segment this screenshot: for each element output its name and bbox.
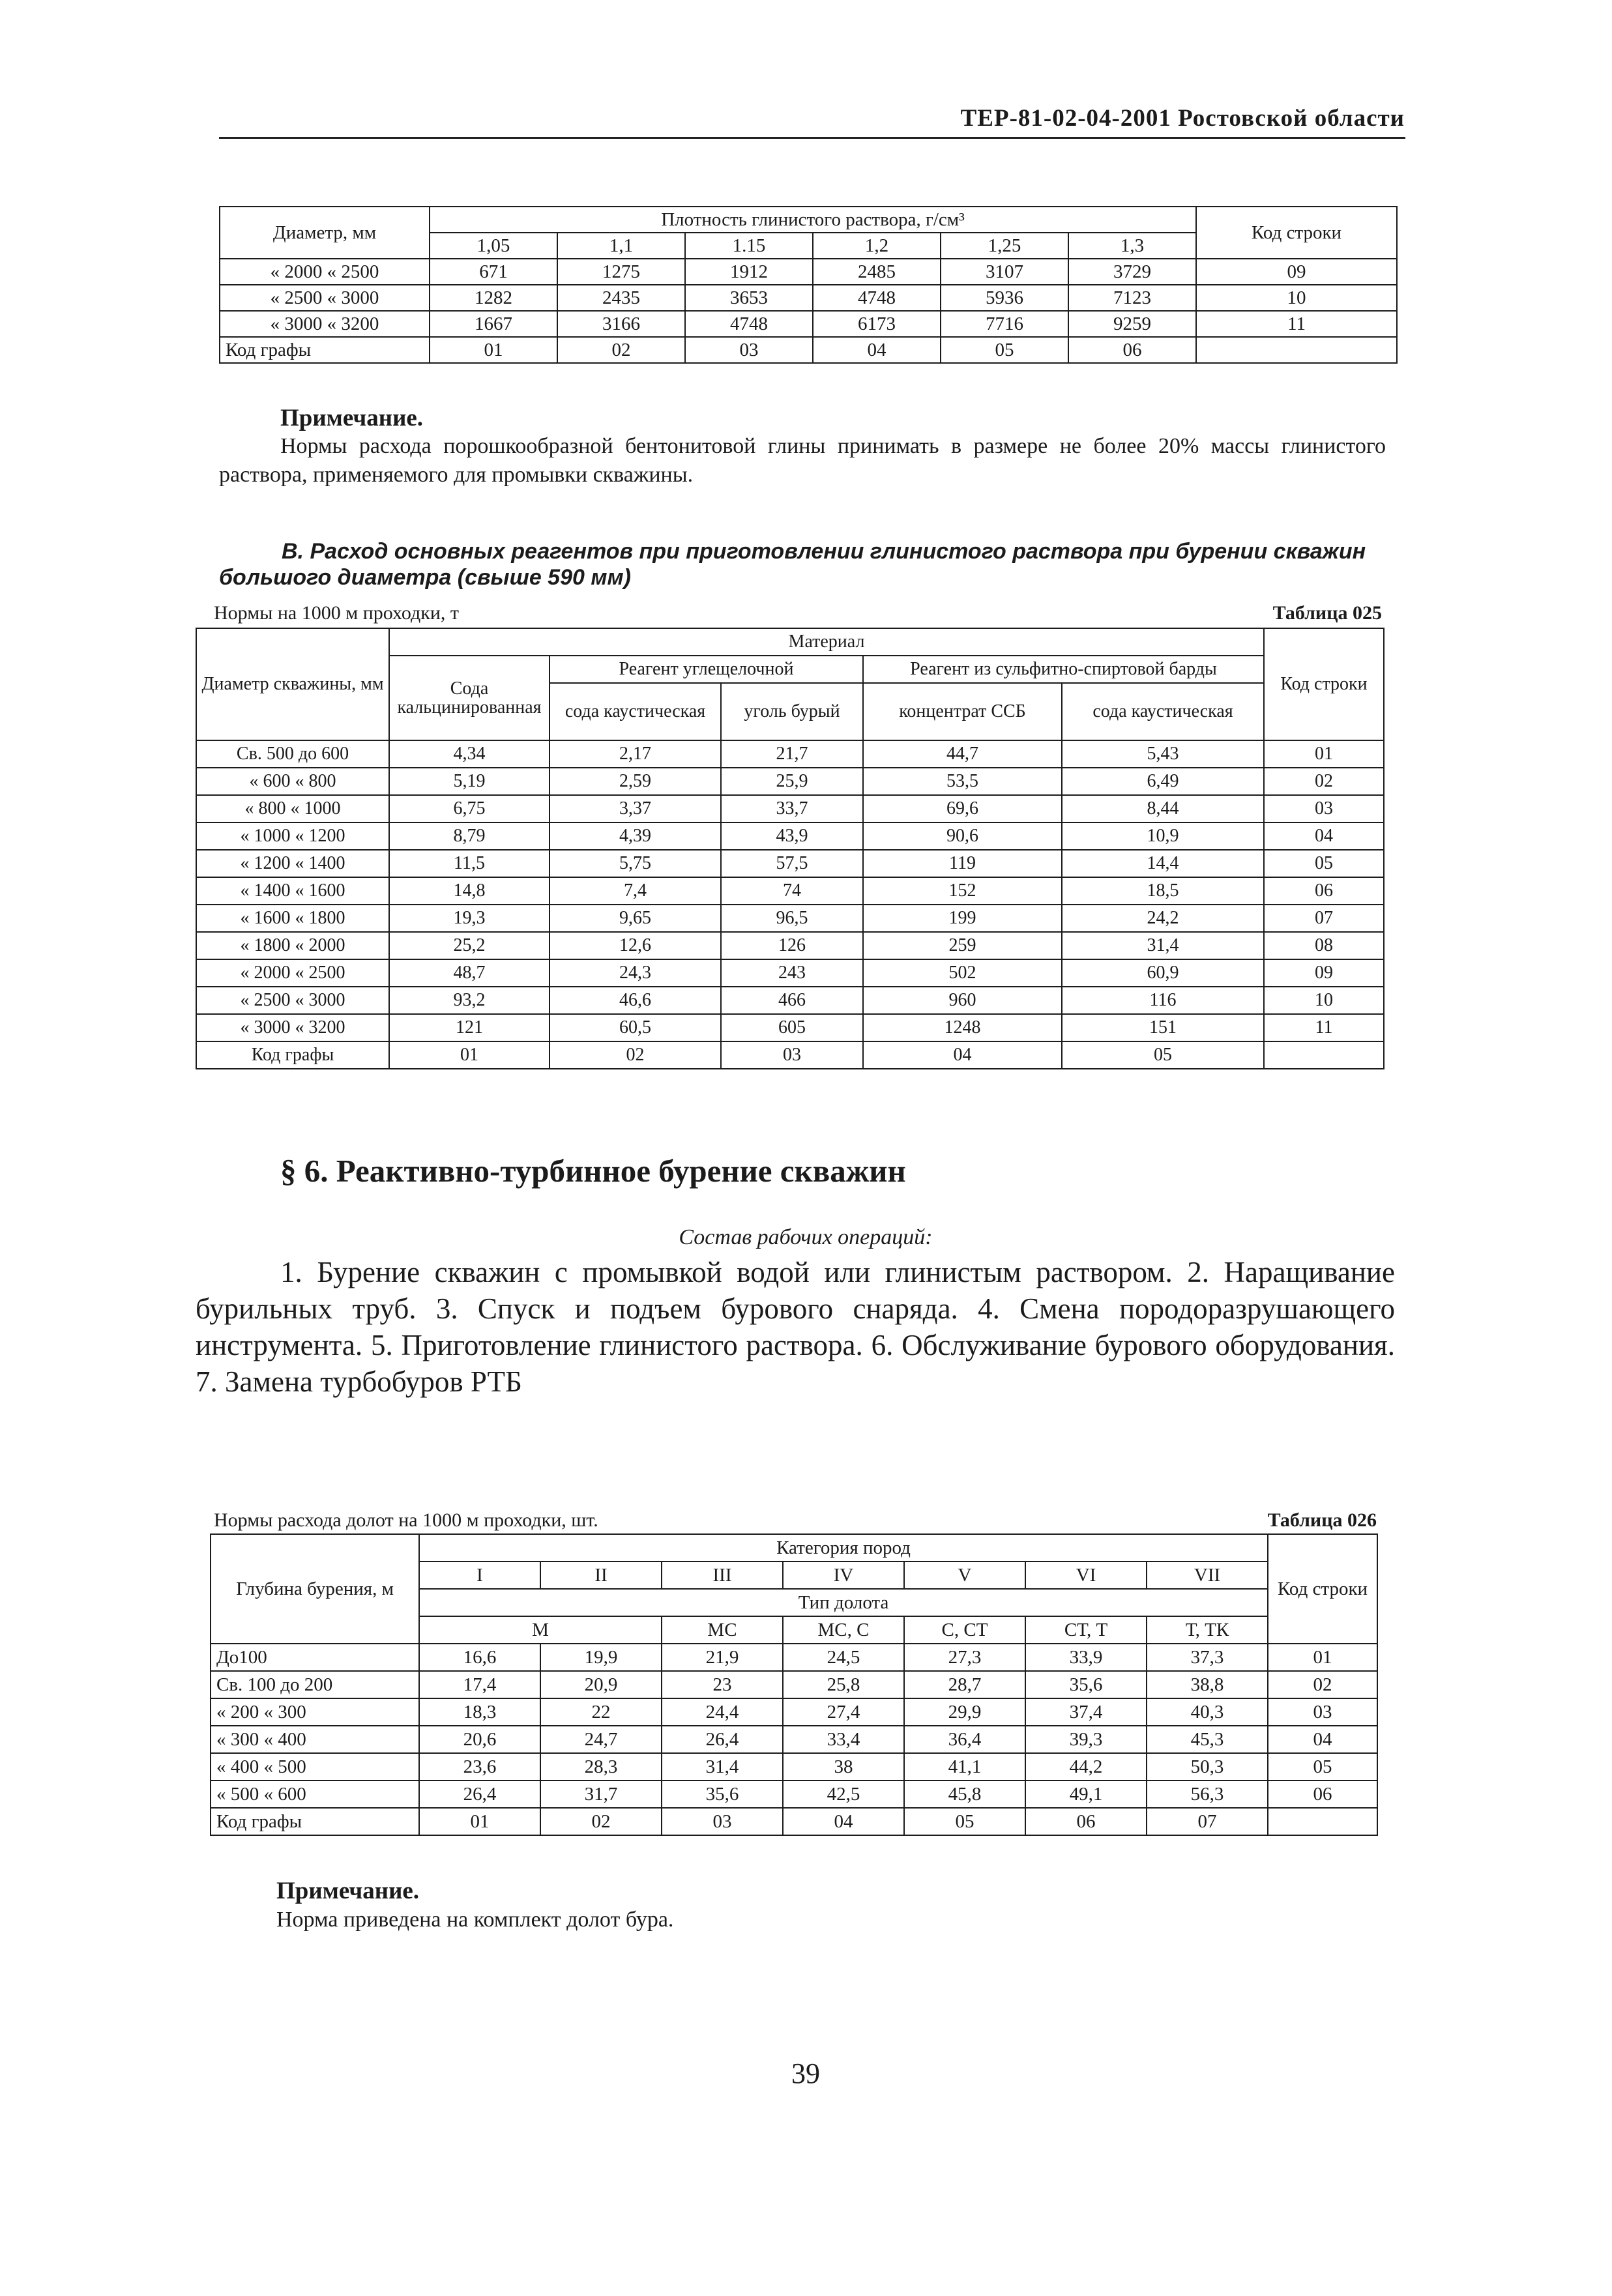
value-cell: 10,9 — [1062, 822, 1264, 850]
graph-code-cell: 03 — [662, 1808, 783, 1835]
depth-cell: « 1200 « 1400 — [196, 850, 389, 877]
rock-category-header: Категория пород — [419, 1534, 1268, 1562]
table-row — [211, 1671, 1377, 1698]
value-cell: 1282 — [430, 285, 557, 311]
value-cell: 37,3 — [1147, 1644, 1268, 1671]
row-code-cell: 06 — [1264, 877, 1384, 905]
value-cell: 46,6 — [550, 987, 721, 1014]
category-col: VII — [1147, 1562, 1268, 1589]
value-cell: 42,5 — [783, 1780, 904, 1808]
table-row — [196, 795, 1384, 822]
category-col: V — [904, 1562, 1025, 1589]
depth-cell: « 300 « 400 — [211, 1726, 419, 1753]
row-code-cell: 01 — [1268, 1644, 1377, 1671]
value-cell: 21,7 — [721, 740, 863, 768]
value-cell: 25,2 — [389, 932, 550, 959]
value-cell: 48,7 — [389, 959, 550, 987]
graph-code-cell: 07 — [1147, 1808, 1268, 1835]
value-cell: 199 — [863, 905, 1062, 932]
value-cell: 33,7 — [721, 795, 863, 822]
graph-code-cell: 05 — [1062, 1041, 1264, 1069]
value-cell: 38,8 — [1147, 1671, 1268, 1698]
table-row — [211, 1698, 1377, 1726]
depth-cell: « 1000 « 1200 — [196, 822, 389, 850]
bit-type-header: Тип долота — [419, 1589, 1268, 1616]
row-code-cell: 03 — [1264, 795, 1384, 822]
row-code-cell: 11 — [1264, 1014, 1384, 1041]
value-cell: 1667 — [430, 311, 557, 337]
value-cell: 35,6 — [662, 1780, 783, 1808]
density-header: Плотность глинистого раствора, г/см³ — [430, 207, 1196, 233]
value-cell: 19,3 — [389, 905, 550, 932]
value-cell: 4,34 — [389, 740, 550, 768]
empty-cell — [1264, 1041, 1384, 1069]
row-code-cell: 05 — [1264, 850, 1384, 877]
row-code-header: Код строки — [1196, 207, 1397, 259]
category-col: I — [419, 1562, 540, 1589]
value-cell: 4748 — [813, 285, 941, 311]
value-cell: 126 — [721, 932, 863, 959]
category-col: III — [662, 1562, 783, 1589]
value-cell: 9,65 — [550, 905, 721, 932]
value-cell: 96,5 — [721, 905, 863, 932]
table-row — [220, 259, 1397, 285]
table-row — [196, 987, 1384, 1014]
empty-cell — [1196, 337, 1397, 363]
value-cell: 5,43 — [1062, 740, 1264, 768]
graph-code-cell: 06 — [1025, 1808, 1147, 1835]
depth-header: Глубина бурения, м — [211, 1534, 419, 1644]
table-row — [211, 1726, 1377, 1753]
row-code-cell: 09 — [1196, 259, 1397, 285]
bit-type-col: М — [419, 1616, 662, 1644]
depth-cell: « 600 « 800 — [196, 768, 389, 795]
graph-code-label: Код графы — [220, 337, 430, 363]
value-cell: 37,4 — [1025, 1698, 1147, 1726]
graph-code-cell: 02 — [557, 337, 685, 363]
value-cell: 31,7 — [540, 1780, 662, 1808]
graph-code-row — [220, 337, 1397, 363]
reagents-table — [196, 628, 1385, 1069]
value-cell: 9259 — [1068, 311, 1196, 337]
empty-cell — [1268, 1808, 1377, 1835]
value-cell: 152 — [863, 877, 1062, 905]
value-cell: 36,4 — [904, 1726, 1025, 1753]
graph-code-cell: 02 — [540, 1808, 662, 1835]
value-cell: 5,75 — [550, 850, 721, 877]
depth-cell: Св. 100 до 200 — [211, 1671, 419, 1698]
value-cell: 14,8 — [389, 877, 550, 905]
depth-cell: « 500 « 600 — [211, 1780, 419, 1808]
value-cell: 11,5 — [389, 850, 550, 877]
value-cell: 39,3 — [1025, 1726, 1147, 1753]
value-cell: 24,7 — [540, 1726, 662, 1753]
graph-code-cell: 01 — [419, 1808, 540, 1835]
depth-cell: « 1600 « 1800 — [196, 905, 389, 932]
value-cell: 4,39 — [550, 822, 721, 850]
diameter-cell: « 2500 « 3000 — [220, 285, 430, 311]
value-cell: 69,6 — [863, 795, 1062, 822]
operations-title: Состав рабочих операций: — [679, 1225, 933, 1249]
graph-code-cell: 01 — [430, 337, 557, 363]
value-cell: 8,79 — [389, 822, 550, 850]
value-cell: 40,3 — [1147, 1698, 1268, 1726]
value-cell: 16,6 — [419, 1644, 540, 1671]
value-cell: 29,9 — [904, 1698, 1025, 1726]
value-cell: 116 — [1062, 987, 1264, 1014]
value-cell: 20,9 — [540, 1671, 662, 1698]
diameter-cell: « 3000 « 3200 — [220, 311, 430, 337]
graph-code-label: Код графы — [196, 1041, 389, 1069]
value-cell: 44,2 — [1025, 1753, 1147, 1780]
table-row — [196, 959, 1384, 987]
table-025-units: Нормы на 1000 м проходки, т — [214, 602, 460, 624]
table-row — [196, 905, 1384, 932]
graph-code-cell: 01 — [389, 1041, 550, 1069]
graph-code-label: Код графы — [211, 1808, 419, 1835]
value-cell: 1275 — [557, 259, 685, 285]
value-cell: 43,9 — [721, 822, 863, 850]
depth-cell: « 2000 « 2500 — [196, 959, 389, 987]
depth-cell: « 2500 « 3000 — [196, 987, 389, 1014]
table-row — [196, 932, 1384, 959]
graph-code-cell: 04 — [863, 1041, 1062, 1069]
subheader: уголь бурый — [721, 683, 863, 740]
value-cell: 3166 — [557, 311, 685, 337]
value-cell: 151 — [1062, 1014, 1264, 1041]
value-cell: 17,4 — [419, 1671, 540, 1698]
graph-code-cell: 05 — [941, 337, 1068, 363]
bit-type-col: МС — [662, 1616, 783, 1644]
value-cell: 24,5 — [783, 1644, 904, 1671]
density-col: 1,3 — [1068, 233, 1196, 259]
table-025-label: Таблица 025 — [1272, 602, 1382, 624]
row-code-cell: 06 — [1268, 1780, 1377, 1808]
graph-code-cell: 06 — [1068, 337, 1196, 363]
value-cell: 28,3 — [540, 1753, 662, 1780]
value-cell: 4748 — [685, 311, 813, 337]
value-cell: 3,37 — [550, 795, 721, 822]
row-code-cell: 11 — [1196, 311, 1397, 337]
value-cell: 31,4 — [1062, 932, 1264, 959]
value-cell: 18,3 — [419, 1698, 540, 1726]
density-col: 1,1 — [557, 233, 685, 259]
category-col: IV — [783, 1562, 904, 1589]
value-cell: 41,1 — [904, 1753, 1025, 1780]
value-cell: 26,4 — [662, 1726, 783, 1753]
table-row — [196, 740, 1384, 768]
table-row — [196, 850, 1384, 877]
value-cell: 19,9 — [540, 1644, 662, 1671]
depth-cell: « 200 « 300 — [211, 1698, 419, 1726]
row-code-cell: 03 — [1268, 1698, 1377, 1726]
graph-code-cell: 04 — [813, 337, 941, 363]
table-row — [211, 1780, 1377, 1808]
row-code-cell: 02 — [1264, 768, 1384, 795]
document-header: ТЕР-81-02-04-2001 Ростовской области — [960, 105, 1405, 132]
table-row — [196, 877, 1384, 905]
value-cell: 38 — [783, 1753, 904, 1780]
value-cell: 24,2 — [1062, 905, 1264, 932]
depth-cell: Св. 500 до 600 — [196, 740, 389, 768]
table-row — [196, 1014, 1384, 1041]
value-cell: 14,4 — [1062, 850, 1264, 877]
value-cell: 8,44 — [1062, 795, 1264, 822]
value-cell: 7716 — [941, 311, 1068, 337]
density-col: 1.15 — [685, 233, 813, 259]
value-cell: 74 — [721, 877, 863, 905]
row-code-cell: 09 — [1264, 959, 1384, 987]
subheader: сода каустическая — [550, 683, 721, 740]
section-6-title: § 6. Реактивно-турбинное бурение скважин — [280, 1153, 906, 1189]
diameter-header: Диаметр, мм — [220, 207, 430, 259]
value-cell: 502 — [863, 959, 1062, 987]
value-cell: 3729 — [1068, 259, 1196, 285]
value-cell: 49,1 — [1025, 1780, 1147, 1808]
bit-type-col: МС, С — [783, 1616, 904, 1644]
value-cell: 31,4 — [662, 1753, 783, 1780]
subheader: сода каустическая — [1062, 683, 1264, 740]
row-code-cell: 04 — [1264, 822, 1384, 850]
value-cell: 56,3 — [1147, 1780, 1268, 1808]
row-code-cell: 05 — [1268, 1753, 1377, 1780]
value-cell: 90,6 — [863, 822, 1062, 850]
value-cell: 3653 — [685, 285, 813, 311]
depth-cell: « 1400 « 1600 — [196, 877, 389, 905]
value-cell: 50,3 — [1147, 1753, 1268, 1780]
row-code-header: Код строки — [1264, 628, 1384, 740]
table-row — [220, 311, 1397, 337]
depth-cell: « 1800 « 2000 — [196, 932, 389, 959]
section-b-heading: В. Расход основных реагентов при приготовлении глинистого раствора при бурении скважин большого диаметра (свыше 590 мм) — [219, 539, 1366, 590]
value-cell: 1912 — [685, 259, 813, 285]
value-cell: 7,4 — [550, 877, 721, 905]
row-code-cell: 08 — [1264, 932, 1384, 959]
header-rule — [219, 137, 1405, 139]
value-cell: 5936 — [941, 285, 1068, 311]
diameter-cell: « 2000 « 2500 — [220, 259, 430, 285]
table-row — [196, 768, 1384, 795]
carbon-alkali-reagent-header: Реагент углещелочной — [550, 656, 863, 683]
value-cell: 23,6 — [419, 1753, 540, 1780]
value-cell: 33,9 — [1025, 1644, 1147, 1671]
note-2-text: Норма приведена на комплект долот бура. — [276, 1908, 674, 1932]
note-text: Нормы расхода порошкообразной бентонитовой глины принимать в размере не более 20% массы глинистого раствора, применяемого для промывки скважины. — [219, 434, 1386, 487]
graph-code-row — [196, 1041, 1384, 1069]
value-cell: 2,17 — [550, 740, 721, 768]
value-cell: 5,19 — [389, 768, 550, 795]
row-code-cell: 07 — [1264, 905, 1384, 932]
value-cell: 33,4 — [783, 1726, 904, 1753]
value-cell: 27,4 — [783, 1698, 904, 1726]
material-header: Материал — [389, 628, 1264, 656]
value-cell: 44,7 — [863, 740, 1062, 768]
category-col: II — [540, 1562, 662, 1589]
row-code-cell: 01 — [1264, 740, 1384, 768]
value-cell: 6,75 — [389, 795, 550, 822]
value-cell: 28,7 — [904, 1671, 1025, 1698]
value-cell: 45,3 — [1147, 1726, 1268, 1753]
depth-cell: До100 — [211, 1644, 419, 1671]
value-cell: 60,5 — [550, 1014, 721, 1041]
value-cell: 6,49 — [1062, 768, 1264, 795]
value-cell: 24,4 — [662, 1698, 783, 1726]
value-cell: 960 — [863, 987, 1062, 1014]
row-code-cell: 10 — [1264, 987, 1384, 1014]
value-cell: 671 — [430, 259, 557, 285]
value-cell: 605 — [721, 1014, 863, 1041]
table-row — [211, 1644, 1377, 1671]
table-026-label: Таблица 026 — [1267, 1509, 1377, 1531]
value-cell: 21,9 — [662, 1644, 783, 1671]
table-row — [196, 822, 1384, 850]
row-code-cell: 02 — [1268, 1671, 1377, 1698]
value-cell: 45,8 — [904, 1780, 1025, 1808]
note-2-title: Примечание. — [276, 1878, 420, 1904]
density-table — [219, 206, 1398, 364]
value-cell: 466 — [721, 987, 863, 1014]
bits-table — [210, 1533, 1378, 1836]
value-cell: 20,6 — [419, 1726, 540, 1753]
value-cell: 121 — [389, 1014, 550, 1041]
value-cell: 2,59 — [550, 768, 721, 795]
table-row — [220, 285, 1397, 311]
value-cell: 12,6 — [550, 932, 721, 959]
operations-text: 1. Бурение скважин с промывкой водой или глинистым раствором. 2. Наращивание бурильных труб. 3. Спуск и подъем бурового снаряда. 4. Смена породоразрушающего инструмента. 5. Приготовление глинистого раствора. 6. Обслуживание бурового оборудования. 7. Замена турбобуров РТБ — [196, 1256, 1395, 1398]
depth-cell: « 3000 « 3200 — [196, 1014, 389, 1041]
value-cell: 25,9 — [721, 768, 863, 795]
value-cell: 35,6 — [1025, 1671, 1147, 1698]
category-col: VI — [1025, 1562, 1147, 1589]
value-cell: 22 — [540, 1698, 662, 1726]
value-cell: 3107 — [941, 259, 1068, 285]
soda-header: Сода кальцинированная — [389, 656, 550, 740]
value-cell: 57,5 — [721, 850, 863, 877]
value-cell: 60,9 — [1062, 959, 1264, 987]
note-title: Примечание. — [280, 405, 424, 431]
row-code-cell: 10 — [1196, 285, 1397, 311]
page-number: 39 — [791, 2057, 820, 2089]
density-col: 1,25 — [941, 233, 1068, 259]
subheader: концентрат ССБ — [863, 683, 1062, 740]
graph-code-cell: 02 — [550, 1041, 721, 1069]
row-code-cell: 04 — [1268, 1726, 1377, 1753]
value-cell: 93,2 — [389, 987, 550, 1014]
bit-type-col: С, СТ — [904, 1616, 1025, 1644]
value-cell: 119 — [863, 850, 1062, 877]
value-cell: 53,5 — [863, 768, 1062, 795]
graph-code-row — [211, 1808, 1377, 1835]
value-cell: 24,3 — [550, 959, 721, 987]
value-cell: 27,3 — [904, 1644, 1025, 1671]
value-cell: 6173 — [813, 311, 941, 337]
value-cell: 25,8 — [783, 1671, 904, 1698]
value-cell: 2485 — [813, 259, 941, 285]
graph-code-cell: 03 — [685, 337, 813, 363]
value-cell: 7123 — [1068, 285, 1196, 311]
value-cell: 18,5 — [1062, 877, 1264, 905]
bit-type-col: Т, ТК — [1147, 1616, 1268, 1644]
density-col: 1,2 — [813, 233, 941, 259]
table-026-units: Нормы расхода долот на 1000 м проходки, шт. — [214, 1509, 598, 1531]
row-code-header: Код строки — [1268, 1534, 1377, 1644]
bit-type-col: СТ, Т — [1025, 1616, 1147, 1644]
value-cell: 259 — [863, 932, 1062, 959]
graph-code-cell: 03 — [721, 1041, 863, 1069]
value-cell: 243 — [721, 959, 863, 987]
value-cell: 26,4 — [419, 1780, 540, 1808]
depth-cell: « 400 « 500 — [211, 1753, 419, 1780]
graph-code-cell: 04 — [783, 1808, 904, 1835]
well-diameter-header: Диаметр скважины, мм — [196, 628, 389, 740]
table-row — [211, 1753, 1377, 1780]
depth-cell: « 800 « 1000 — [196, 795, 389, 822]
sulfite-reagent-header: Реагент из сульфитно-спиртовой барды — [863, 656, 1264, 683]
density-col: 1,05 — [430, 233, 557, 259]
value-cell: 1248 — [863, 1014, 1062, 1041]
value-cell: 23 — [662, 1671, 783, 1698]
value-cell: 2435 — [557, 285, 685, 311]
graph-code-cell: 05 — [904, 1808, 1025, 1835]
